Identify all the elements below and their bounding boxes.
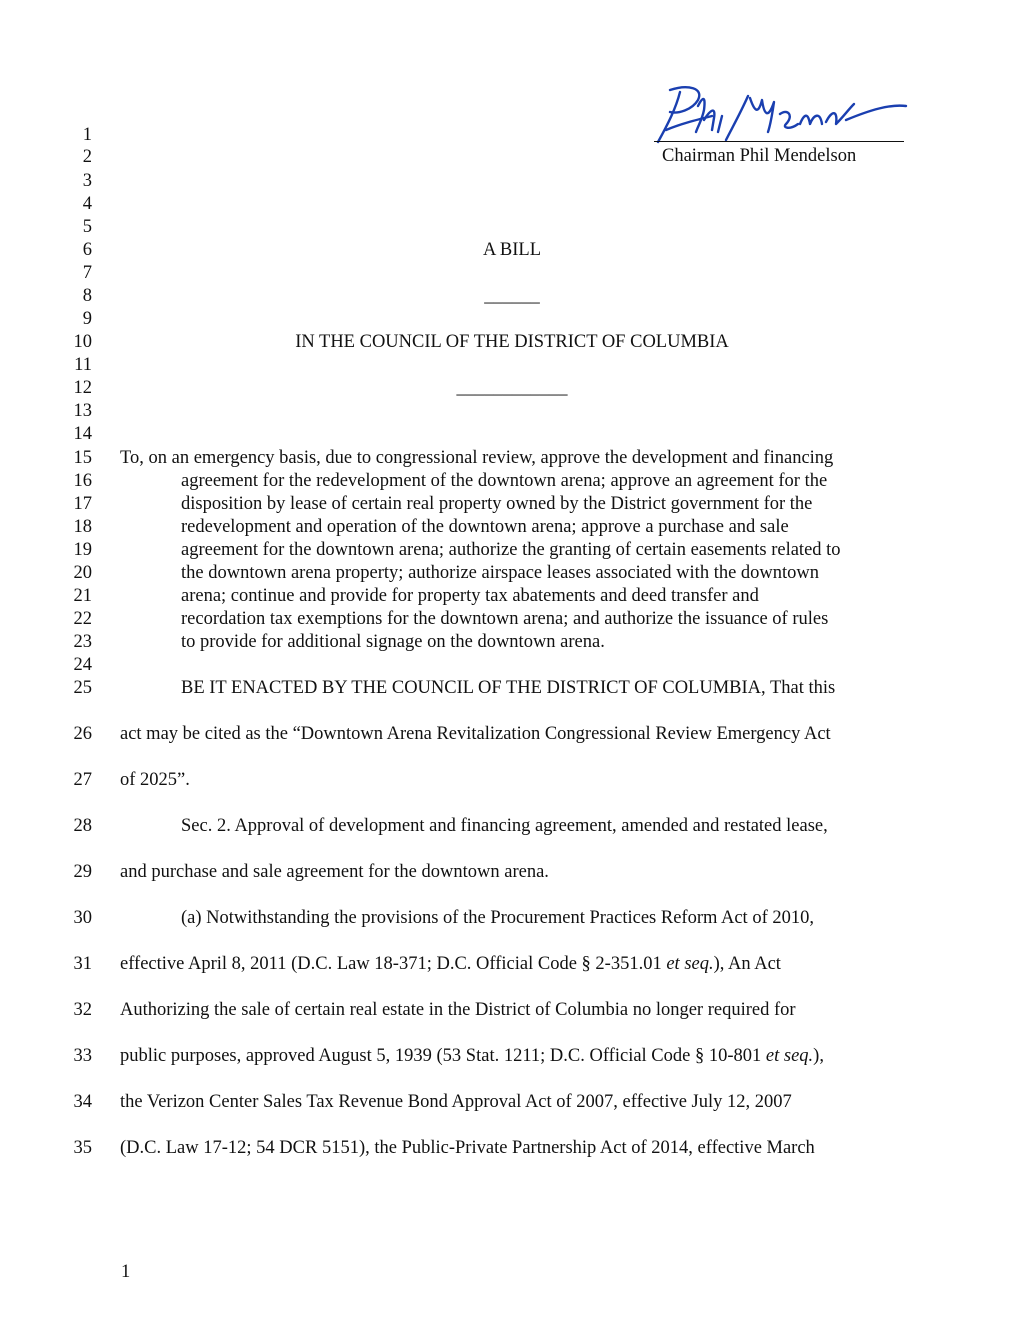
line-number: 3 xyxy=(82,171,92,191)
body-line: of 2025”. xyxy=(120,770,190,790)
line-number: 1 xyxy=(82,125,92,145)
body-line: act may be cited as the “Downtown Arena Revitalization Congressional Review Emergency Act xyxy=(120,724,831,744)
title-line: agreement for the redevelopment of the downtown arena; approve an agreement for the xyxy=(181,471,828,491)
enacting-clause: BE IT ENACTED BY THE COUNCIL OF THE DISTRICT OF COLUMBIA, That this xyxy=(181,678,836,698)
heading-rule-long: ____________ xyxy=(456,378,568,398)
line-number: 35 xyxy=(73,1138,92,1158)
line-number: 32 xyxy=(73,1000,92,1020)
title-line: arena; continue and provide for property tax abatements and deed transfer and xyxy=(181,586,759,606)
signature-line xyxy=(654,141,904,142)
body-line xyxy=(120,955,781,974)
line-number: 31 xyxy=(73,954,92,974)
line-number: 17 xyxy=(73,494,92,514)
signature-image xyxy=(640,80,910,156)
heading-rule-short: ______ xyxy=(484,286,540,306)
signatory-name: Chairman Phil Mendelson xyxy=(662,146,857,166)
body-text: effective April 8, 2011 (D.C. Law 18-371; D.C. Official Code § 2-351.01 xyxy=(120,954,667,974)
body-line: the Verizon Center Sales Tax Revenue Bond Approval Act of 2007, effective July 12, 2007 xyxy=(120,1092,792,1112)
line-number: 33 xyxy=(73,1046,92,1066)
line-number: 16 xyxy=(73,471,92,491)
line-number: 13 xyxy=(73,401,92,421)
line-number: 19 xyxy=(73,540,92,560)
title-line: disposition by lease of certain real property owned by the District government for the xyxy=(181,494,813,514)
line-number: 30 xyxy=(73,908,92,928)
body-line: and purchase and sale agreement for the downtown arena. xyxy=(120,862,549,882)
line-number: 20 xyxy=(73,563,92,583)
line-number: 7 xyxy=(82,263,92,283)
body-line: Authorizing the sale of certain real estate in the District of Columbia no longer required for xyxy=(120,1000,796,1020)
line-number: 15 xyxy=(73,448,92,468)
body-line: (D.C. Law 17-12; 54 DCR 5151), the Public-Private Partnership Act of 2014, effective March xyxy=(120,1138,815,1158)
italic-text: et seq. xyxy=(765,1046,814,1066)
body-text: ), xyxy=(813,1046,824,1066)
line-number: 18 xyxy=(73,517,92,537)
title-line: recordation tax exemptions for the downtown arena; and authorize the issuance of rules xyxy=(181,609,829,629)
line-number: 22 xyxy=(73,609,92,629)
bill-heading: A BILL xyxy=(482,240,542,260)
line-number: 6 xyxy=(82,240,92,260)
page-number: 1 xyxy=(121,1262,131,1282)
section-heading: Sec. 2. Approval of development and financing agreement, amended and restated lease, xyxy=(181,816,828,836)
line-number: 12 xyxy=(73,378,92,398)
handwritten-signature xyxy=(640,80,910,150)
council-heading: IN THE COUNCIL OF THE DISTRICT OF COLUMBIA xyxy=(295,332,729,352)
line-number: 10 xyxy=(73,332,92,352)
italic-text: et seq. xyxy=(666,954,714,974)
line-number: 14 xyxy=(73,424,92,444)
title-line: agreement for the downtown arena; authorize the granting of certain easements related to xyxy=(181,540,841,560)
line-number: 29 xyxy=(73,862,92,882)
line-number: 2 xyxy=(82,147,92,167)
line-number: 28 xyxy=(73,816,92,836)
line-number: 25 xyxy=(73,678,92,698)
line-number: 24 xyxy=(73,655,92,675)
body-text: public purposes, approved August 5, 1939 (53 Stat. 1211; D.C. Official Code § 10-801 xyxy=(120,1046,766,1066)
body-line xyxy=(120,1047,824,1066)
line-number: 34 xyxy=(73,1092,92,1112)
body-text: ), An Act xyxy=(713,954,781,974)
title-line: redevelopment and operation of the downtown arena; approve a purchase and sale xyxy=(181,517,789,537)
line-number: 27 xyxy=(73,770,92,790)
line-number: 9 xyxy=(82,309,92,329)
title-line: To, on an emergency basis, due to congressional review, approve the development and financing xyxy=(120,448,834,468)
line-number: 11 xyxy=(74,355,92,375)
title-line: the downtown arena property; authorize airspace leases associated with the downtown xyxy=(181,563,820,583)
title-line: to provide for additional signage on the downtown arena. xyxy=(181,632,605,652)
line-number: 8 xyxy=(82,286,92,306)
line-number: 23 xyxy=(73,632,92,652)
line-number: 21 xyxy=(73,586,92,606)
subsection-line: (a) Notwithstanding the provisions of the Procurement Practices Reform Act of 2010, xyxy=(181,908,814,928)
line-number: 4 xyxy=(82,194,92,214)
line-number: 5 xyxy=(82,217,92,237)
line-number: 26 xyxy=(73,724,92,744)
